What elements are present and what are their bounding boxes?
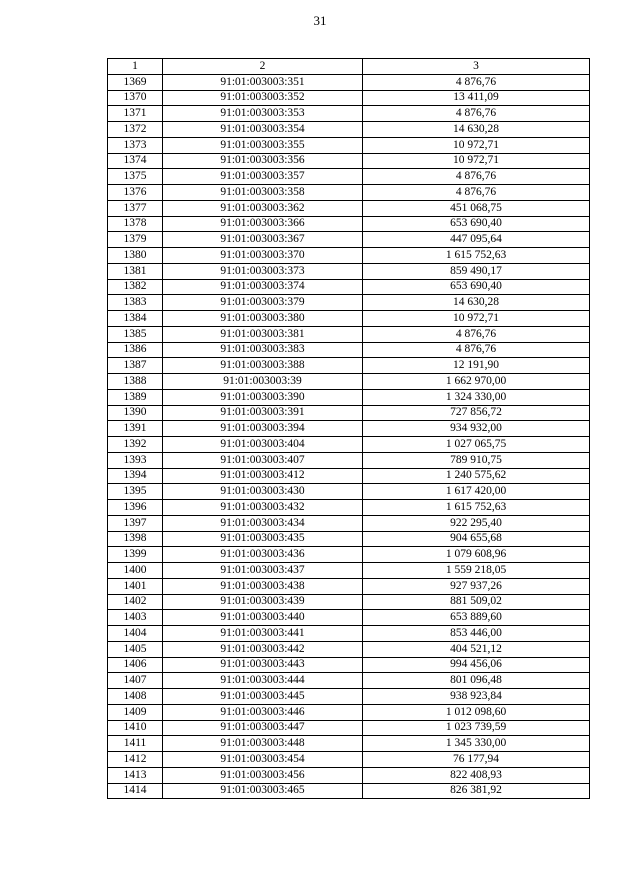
cadastral-number-cell: 91:01:003003:352 <box>163 90 363 106</box>
table-row <box>108 689 590 705</box>
table-row <box>108 704 590 720</box>
row-number-cell: 1396 <box>108 500 163 516</box>
data-table <box>107 58 590 799</box>
table-row <box>108 610 590 626</box>
row-number-cell: 1370 <box>108 90 163 106</box>
cadastral-number-cell: 91:01:003003:447 <box>163 720 363 736</box>
cadastral-number-cell: 91:01:003003:380 <box>163 311 363 327</box>
table-row <box>108 641 590 657</box>
cadastral-number-cell: 91:01:003003:404 <box>163 437 363 453</box>
cadastral-number-cell: 91:01:003003:439 <box>163 594 363 610</box>
table-row <box>108 783 590 799</box>
table-row <box>108 137 590 153</box>
row-number-cell: 1401 <box>108 578 163 594</box>
row-number-cell: 1412 <box>108 752 163 768</box>
table-row <box>108 405 590 421</box>
row-number-cell: 1381 <box>108 263 163 279</box>
row-number-cell: 1375 <box>108 169 163 185</box>
value-cell: 14 630,28 <box>363 295 590 311</box>
row-number-cell: 1408 <box>108 689 163 705</box>
table-row <box>108 374 590 390</box>
value-cell: 4 876,76 <box>363 106 590 122</box>
table-row <box>108 500 590 516</box>
row-number-cell: 1402 <box>108 594 163 610</box>
value-cell: 922 295,40 <box>363 515 590 531</box>
cadastral-number-cell: 91:01:003003:381 <box>163 326 363 342</box>
value-cell: 10 972,71 <box>363 137 590 153</box>
cadastral-number-cell: 91:01:003003:356 <box>163 153 363 169</box>
row-number-cell: 1398 <box>108 531 163 547</box>
row-number-cell: 1409 <box>108 704 163 720</box>
value-cell: 853 446,00 <box>363 626 590 642</box>
table-row <box>108 216 590 232</box>
row-number-cell: 1374 <box>108 153 163 169</box>
value-cell: 1 615 752,63 <box>363 500 590 516</box>
row-number-cell: 1414 <box>108 783 163 799</box>
value-cell: 904 655,68 <box>363 531 590 547</box>
table-row <box>108 421 590 437</box>
table-row <box>108 752 590 768</box>
cadastral-number-cell: 91:01:003003:440 <box>163 610 363 626</box>
row-number-cell: 1384 <box>108 311 163 327</box>
table-row <box>108 358 590 374</box>
table-row <box>108 736 590 752</box>
value-cell: 822 408,93 <box>363 767 590 783</box>
table-row <box>108 389 590 405</box>
row-number-cell: 1379 <box>108 232 163 248</box>
cadastral-number-cell: 91:01:003003:391 <box>163 405 363 421</box>
table-row <box>108 720 590 736</box>
cadastral-number-cell: 91:01:003003:434 <box>163 515 363 531</box>
table-row <box>108 263 590 279</box>
table-row <box>108 200 590 216</box>
cadastral-number-cell: 91:01:003003:374 <box>163 279 363 295</box>
value-cell: 1 027 065,75 <box>363 437 590 453</box>
column-header-2: 2 <box>163 59 363 75</box>
value-cell: 938 923,84 <box>363 689 590 705</box>
table-row <box>108 767 590 783</box>
cadastral-number-cell: 91:01:003003:436 <box>163 547 363 563</box>
cadastral-number-cell: 91:01:003003:432 <box>163 500 363 516</box>
cadastral-number-cell: 91:01:003003:438 <box>163 578 363 594</box>
cadastral-number-cell: 91:01:003003:358 <box>163 185 363 201</box>
value-cell: 1 023 739,59 <box>363 720 590 736</box>
value-cell: 447 095,64 <box>363 232 590 248</box>
value-cell: 801 096,48 <box>363 673 590 689</box>
value-cell: 4 876,76 <box>363 185 590 201</box>
row-number-cell: 1382 <box>108 279 163 295</box>
row-number-cell: 1406 <box>108 657 163 673</box>
row-number-cell: 1390 <box>108 405 163 421</box>
row-number-cell: 1372 <box>108 122 163 138</box>
row-number-cell: 1377 <box>108 200 163 216</box>
value-cell: 10 972,71 <box>363 311 590 327</box>
table-row <box>108 90 590 106</box>
cadastral-number-cell: 91:01:003003:441 <box>163 626 363 642</box>
value-cell: 881 509,02 <box>363 594 590 610</box>
value-cell: 13 411,09 <box>363 90 590 106</box>
table-row <box>108 673 590 689</box>
table-row <box>108 311 590 327</box>
cadastral-number-cell: 91:01:003003:445 <box>163 689 363 705</box>
cadastral-number-cell: 91:01:003003:383 <box>163 342 363 358</box>
table-row <box>108 185 590 201</box>
cadastral-number-cell: 91:01:003003:443 <box>163 657 363 673</box>
value-cell: 1 617 420,00 <box>363 484 590 500</box>
cadastral-number-cell: 91:01:003003:366 <box>163 216 363 232</box>
row-number-cell: 1386 <box>108 342 163 358</box>
cadastral-number-cell: 91:01:003003:357 <box>163 169 363 185</box>
value-cell: 653 690,40 <box>363 216 590 232</box>
cadastral-number-cell: 91:01:003003:454 <box>163 752 363 768</box>
value-cell: 653 690,40 <box>363 279 590 295</box>
cadastral-number-cell: 91:01:003003:388 <box>163 358 363 374</box>
cadastral-number-cell: 91:01:003003:390 <box>163 389 363 405</box>
cadastral-number-cell: 91:01:003003:39 <box>163 374 363 390</box>
row-number-cell: 1413 <box>108 767 163 783</box>
column-header-1: 1 <box>108 59 163 75</box>
cadastral-number-cell: 91:01:003003:362 <box>163 200 363 216</box>
cadastral-number-cell: 91:01:003003:407 <box>163 452 363 468</box>
value-cell: 1 662 970,00 <box>363 374 590 390</box>
cadastral-number-cell: 91:01:003003:437 <box>163 563 363 579</box>
cadastral-number-cell: 91:01:003003:394 <box>163 421 363 437</box>
cadastral-number-cell: 91:01:003003:353 <box>163 106 363 122</box>
row-number-cell: 1400 <box>108 563 163 579</box>
value-cell: 1 345 330,00 <box>363 736 590 752</box>
table-row <box>108 153 590 169</box>
cadastral-number-cell: 91:01:003003:465 <box>163 783 363 799</box>
row-number-cell: 1407 <box>108 673 163 689</box>
table-row <box>108 547 590 563</box>
cadastral-number-cell: 91:01:003003:444 <box>163 673 363 689</box>
value-cell: 1 240 575,62 <box>363 468 590 484</box>
table-row <box>108 248 590 264</box>
cadastral-number-cell: 91:01:003003:351 <box>163 74 363 90</box>
table-header-row <box>108 59 590 75</box>
cadastral-number-cell: 91:01:003003:370 <box>163 248 363 264</box>
row-number-cell: 1369 <box>108 74 163 90</box>
value-cell: 859 490,17 <box>363 263 590 279</box>
row-number-cell: 1371 <box>108 106 163 122</box>
value-cell: 826 381,92 <box>363 783 590 799</box>
cadastral-number-cell: 91:01:003003:355 <box>163 137 363 153</box>
row-number-cell: 1410 <box>108 720 163 736</box>
table-row <box>108 437 590 453</box>
value-cell: 4 876,76 <box>363 169 590 185</box>
table-row <box>108 106 590 122</box>
value-cell: 927 937,26 <box>363 578 590 594</box>
table-row <box>108 594 590 610</box>
table-row <box>108 326 590 342</box>
table-row <box>108 169 590 185</box>
value-cell: 76 177,94 <box>363 752 590 768</box>
value-cell: 1 012 098,60 <box>363 704 590 720</box>
cadastral-number-cell: 91:01:003003:446 <box>163 704 363 720</box>
cadastral-number-cell: 91:01:003003:430 <box>163 484 363 500</box>
row-number-cell: 1392 <box>108 437 163 453</box>
table-row <box>108 515 590 531</box>
value-cell: 653 889,60 <box>363 610 590 626</box>
value-cell: 12 191,90 <box>363 358 590 374</box>
table-row <box>108 279 590 295</box>
row-number-cell: 1387 <box>108 358 163 374</box>
cadastral-number-cell: 91:01:003003:354 <box>163 122 363 138</box>
table-row <box>108 531 590 547</box>
value-cell: 934 932,00 <box>363 421 590 437</box>
value-cell: 1 079 608,96 <box>363 547 590 563</box>
cadastral-number-cell: 91:01:003003:456 <box>163 767 363 783</box>
value-cell: 4 876,76 <box>363 326 590 342</box>
row-number-cell: 1388 <box>108 374 163 390</box>
row-number-cell: 1399 <box>108 547 163 563</box>
row-number-cell: 1394 <box>108 468 163 484</box>
row-number-cell: 1411 <box>108 736 163 752</box>
row-number-cell: 1403 <box>108 610 163 626</box>
row-number-cell: 1397 <box>108 515 163 531</box>
table-row <box>108 232 590 248</box>
column-header-3: 3 <box>363 59 590 75</box>
table-row <box>108 74 590 90</box>
value-cell: 4 876,76 <box>363 74 590 90</box>
table-body <box>108 74 590 799</box>
table-row <box>108 657 590 673</box>
cadastral-number-cell: 91:01:003003:435 <box>163 531 363 547</box>
row-number-cell: 1385 <box>108 326 163 342</box>
value-cell: 404 521,12 <box>363 641 590 657</box>
table-row <box>108 578 590 594</box>
page-number: 31 <box>313 13 327 28</box>
row-number-cell: 1405 <box>108 641 163 657</box>
row-number-cell: 1380 <box>108 248 163 264</box>
value-cell: 727 856,72 <box>363 405 590 421</box>
value-cell: 10 972,71 <box>363 153 590 169</box>
value-cell: 1 324 330,00 <box>363 389 590 405</box>
table-row <box>108 468 590 484</box>
cadastral-number-cell: 91:01:003003:448 <box>163 736 363 752</box>
value-cell: 789 910,75 <box>363 452 590 468</box>
row-number-cell: 1383 <box>108 295 163 311</box>
row-number-cell: 1376 <box>108 185 163 201</box>
row-number-cell: 1378 <box>108 216 163 232</box>
value-cell: 994 456,06 <box>363 657 590 673</box>
table-row <box>108 626 590 642</box>
value-cell: 1 559 218,05 <box>363 563 590 579</box>
value-cell: 451 068,75 <box>363 200 590 216</box>
value-cell: 14 630,28 <box>363 122 590 138</box>
table-row <box>108 484 590 500</box>
row-number-cell: 1391 <box>108 421 163 437</box>
cadastral-number-cell: 91:01:003003:379 <box>163 295 363 311</box>
row-number-cell: 1404 <box>108 626 163 642</box>
row-number-cell: 1389 <box>108 389 163 405</box>
cadastral-number-cell: 91:01:003003:373 <box>163 263 363 279</box>
table-row <box>108 563 590 579</box>
table-row <box>108 342 590 358</box>
cadastral-number-cell: 91:01:003003:412 <box>163 468 363 484</box>
value-cell: 4 876,76 <box>363 342 590 358</box>
value-cell: 1 615 752,63 <box>363 248 590 264</box>
cadastral-number-cell: 91:01:003003:367 <box>163 232 363 248</box>
row-number-cell: 1395 <box>108 484 163 500</box>
table-row <box>108 295 590 311</box>
table-row <box>108 452 590 468</box>
row-number-cell: 1393 <box>108 452 163 468</box>
row-number-cell: 1373 <box>108 137 163 153</box>
cadastral-number-cell: 91:01:003003:442 <box>163 641 363 657</box>
table-row <box>108 122 590 138</box>
